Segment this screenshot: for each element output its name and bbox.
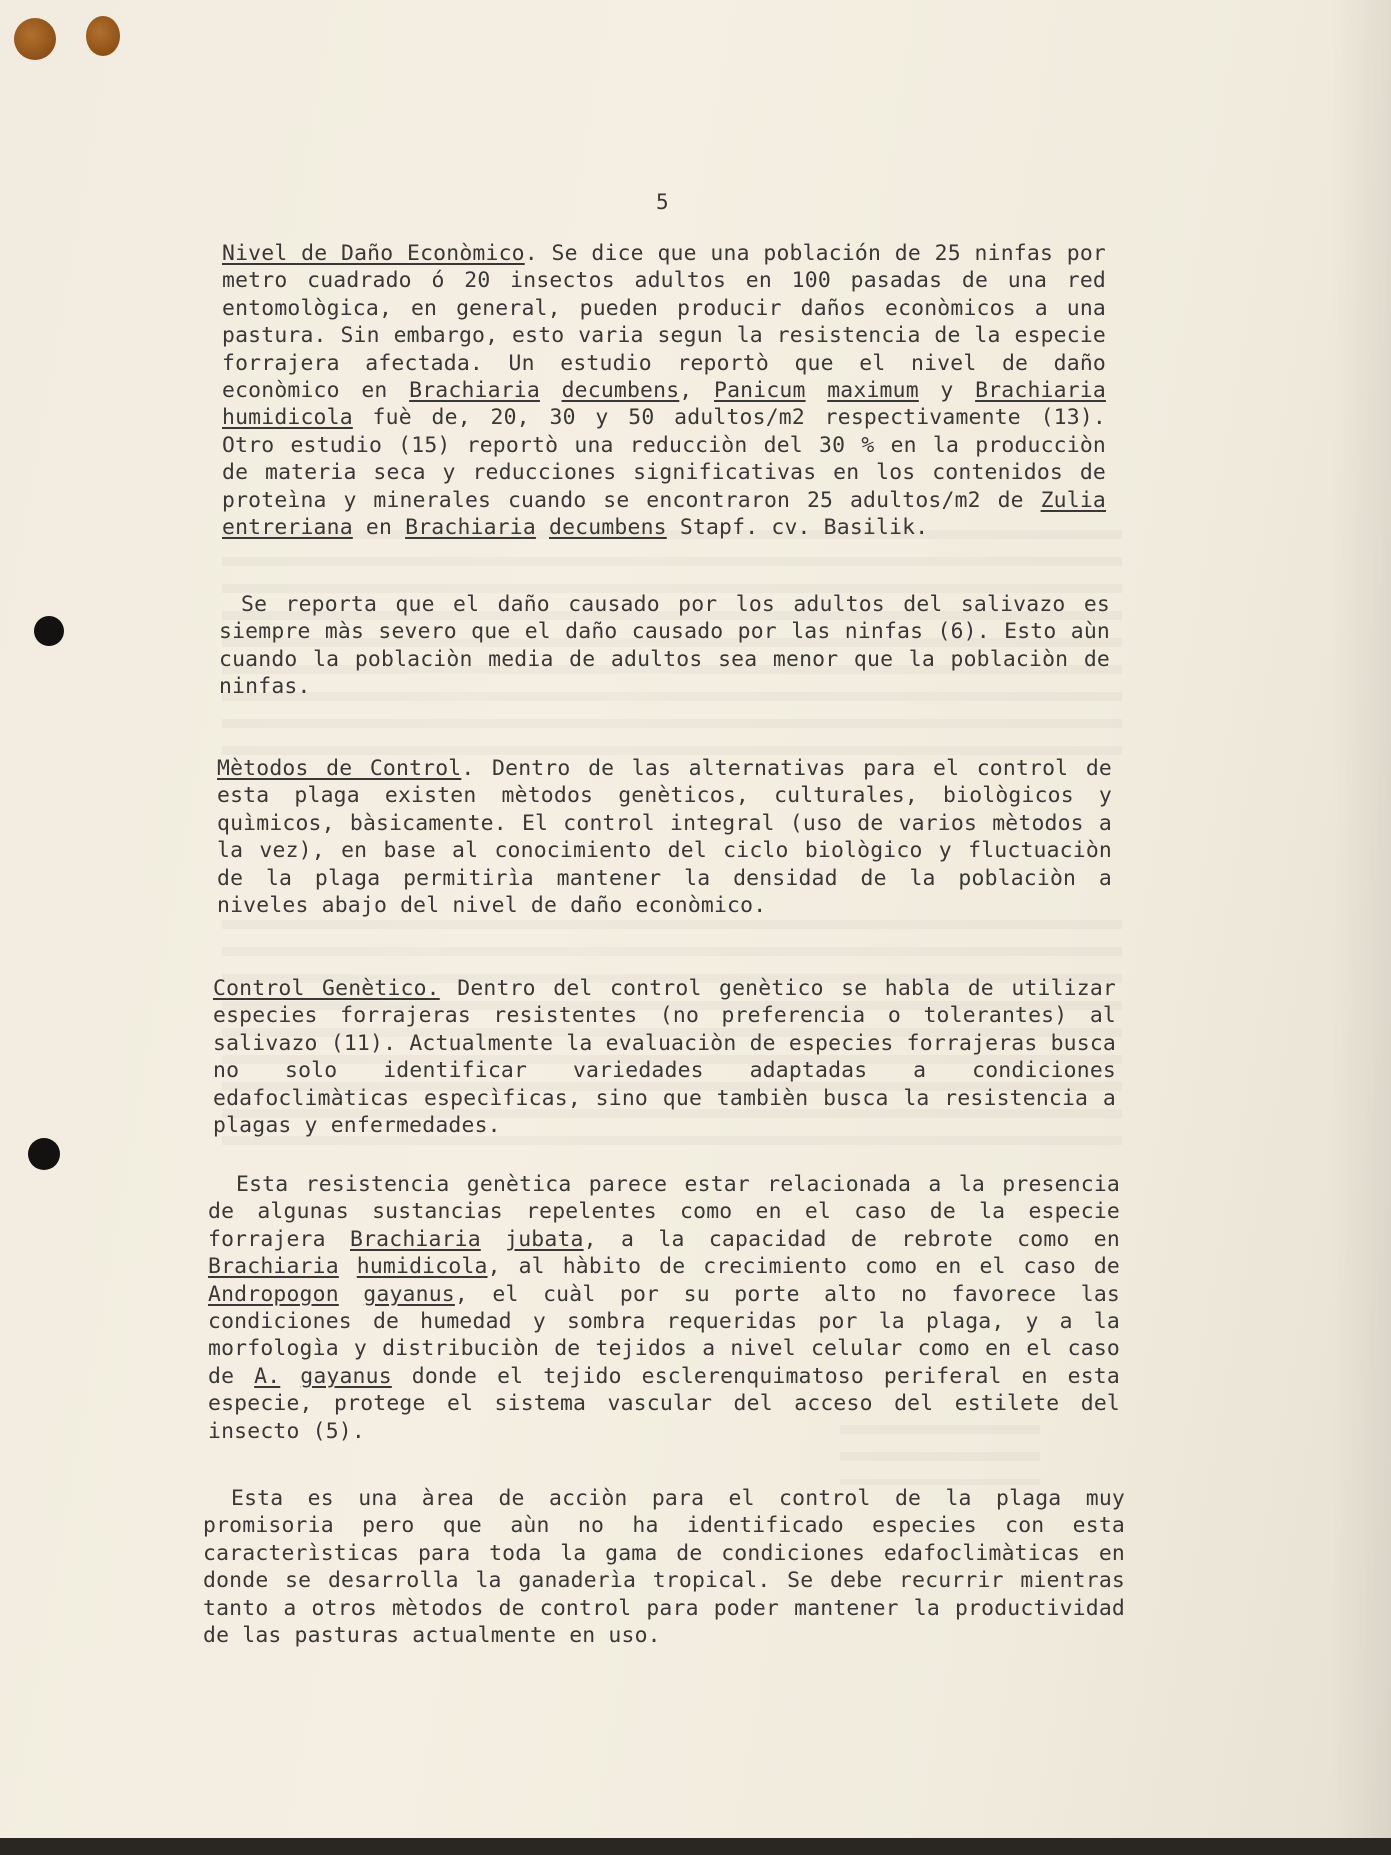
page-number: 5 (656, 190, 669, 214)
species-name: humidicola (356, 1254, 488, 1280)
species-name: humidicola (222, 405, 353, 431)
paragraph-genetic-control: Control Genètico. Dentro del control genètico se habla de utilizar especies forrajeras resistentes (no preferencia o tolerantes) al salivazo (11). Actualmente la evaluaciòn de especies forrajeras busca no solo identificar variedades adaptadas a condiciones edafoclimàticas especìficas, sino que tambièn busca la resistencia a plagas y enfermedades. (213, 976, 1116, 1139)
paragraph-promising-area: Esta es una àrea de acciòn para el control de la plaga muy promisoria pero que aùn no ha identificado especies con esta caracterìsticas para toda la gama de condiciones edafoclimàticas en donde se desarrolla la ganaderìa tropical. Se debe recurrir mientras tanto a otros mètodos de control para poder mantener la productividad de las pasturas actualmente en uso. (203, 1486, 1125, 1649)
rust-stain (14, 18, 56, 60)
species-name: Zulia (1040, 487, 1106, 513)
paragraph-control-methods: Mètodos de Control. Dentro de las alternativas para el control de esta plaga existen mètodos genèticos, culturales, biològicos y quìmicos, bàsicamente. El control integral (uso de varios mètodos a la vez), en base al conocimiento del ciclo biològico y fluctuaciòn de la plaga permitirìa mantener la densidad de la poblaciòn a niveles abajo del nivel de daño econòmico. (217, 756, 1112, 919)
paragraph-adult-damage: Se reporta que el daño causado por los adultos del salivazo es siempre màs severo que el daño causado por las ninfas (6). Esto aùn cuando la poblaciòn media de adultos sea menor que la poblaciòn de ninfas. (219, 592, 1110, 700)
paragraph-economic-damage: Nivel de Daño Econòmico. Se dice que una población de 25 ninfas por metro cuadrado ó 20 insectos adultos en 100 pasadas de una red entomològica, en general, pueden producir daños econòmicos a una pastura. Sin embargo, esto varia segun la resistencia de la especie forrajera afectada. Un estudio reportò que el nivel de daño econòmico en Brachiaria decumbens, Panicum maximum y Brachiaria humidicola fuè de, 20, 30 y 50 adultos/m2 respectivamente (13). Otro estudio (15) reportò una reducciòn del 30 % en la producciòn de materia seca y reducciones significativas en los contenidos de proteìna y minerales cuando se encontraron 25 adultos/m2 de Zulia entreriana en Brachiaria decumbens Stapf. cv. Basilik. (222, 241, 1106, 541)
paragraph-genetic-resistance: Esta resistencia genètica parece estar relacionada a la presencia de algunas sustancias repelentes como en el caso de la especie forrajera Brachiaria jubata, a la capacidad de rebrote como en Brachiaria humidicola, al hàbito de crecimiento como en el caso de Andropogon gayanus, el cuàl por su porte alto no favorece las condiciones de humedad y sombra requeridas por la plaga, y a la morfologìa y distribuciòn de tejidos a nivel celular como en el caso de A. gayanus donde el tejido esclerenquimatoso periferal en esta especie, protege el sistema vascular del acceso del estilete del insecto (5). (208, 1172, 1120, 1444)
punch-hole (28, 1138, 60, 1170)
species-name: gayanus (363, 1281, 455, 1307)
section-heading: Nivel de Daño Econòmico (222, 241, 525, 266)
species-name: jubata (505, 1226, 584, 1252)
section-heading: Control Genètico. (213, 976, 440, 1001)
species-name: Brachiaria (405, 515, 536, 541)
species-name: gayanus (300, 1363, 392, 1389)
punch-hole (34, 616, 64, 646)
species-name: Brachiaria (409, 378, 540, 404)
species-name: entreriana (222, 515, 353, 541)
species-name: maximum (827, 378, 919, 404)
species-name: Brachiaria (208, 1254, 339, 1280)
species-name: Andropogon (208, 1281, 339, 1307)
species-name: decumbens (549, 515, 667, 541)
species-name: Brachiaria (350, 1226, 481, 1252)
section-heading: Mètodos de Control (217, 756, 462, 781)
page-edge-shadow (1331, 0, 1391, 1838)
species-name: Panicum (714, 378, 806, 404)
species-name: Brachiaria (975, 378, 1106, 404)
rust-stain (86, 16, 120, 56)
species-name: decumbens (561, 378, 680, 404)
species-name: A. (254, 1363, 281, 1389)
